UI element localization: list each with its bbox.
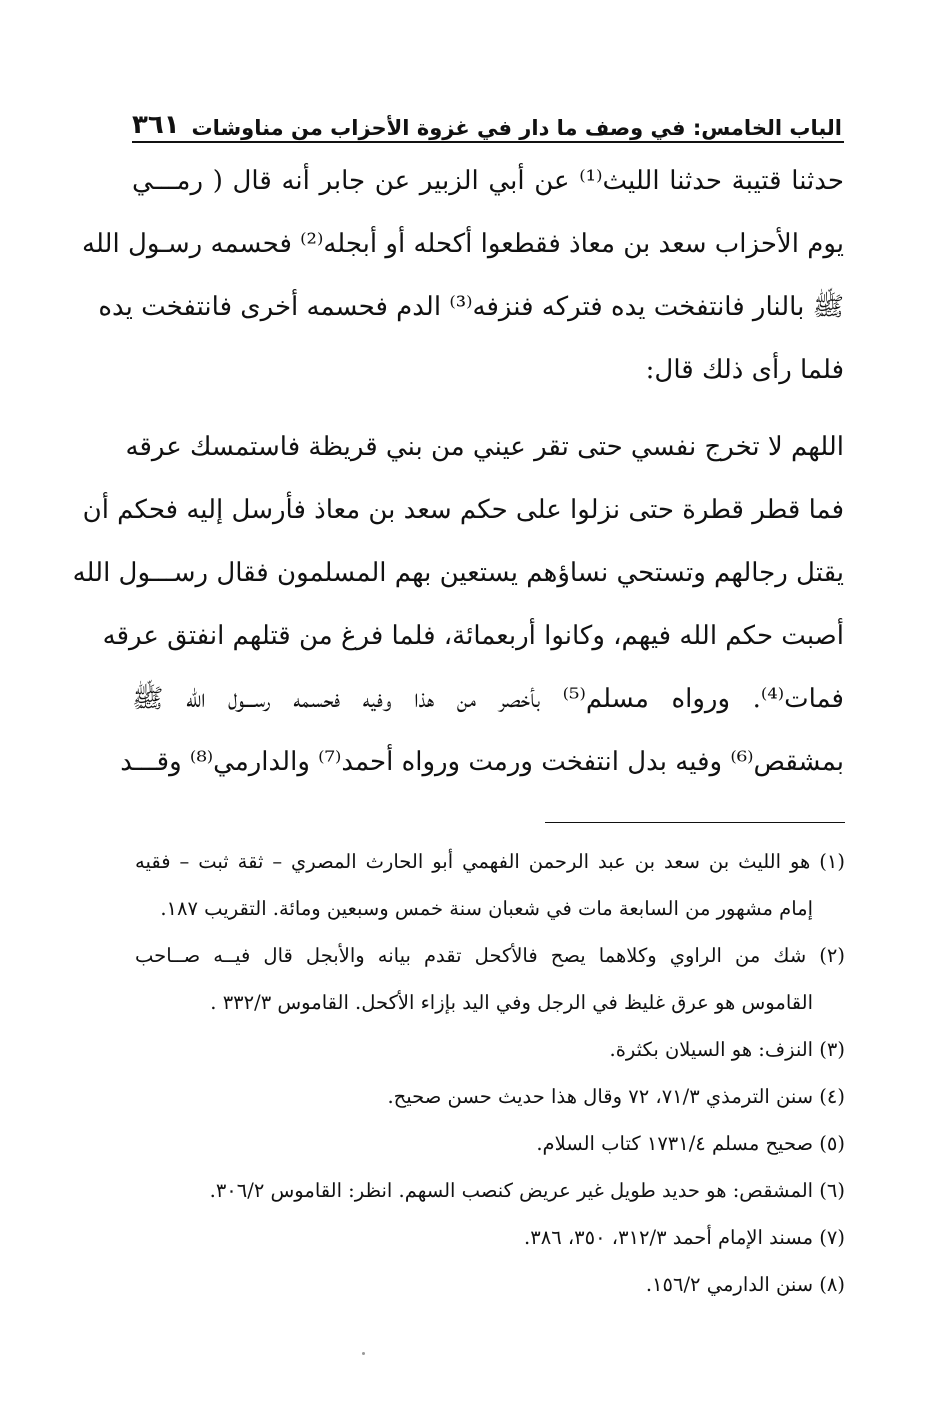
text-line: فلما رأى ذلك قال:	[645, 355, 844, 385]
footnote-line: إمام مشهور من السابعة مات في شعبان سنة خمس وسبعين ومائة. التقريب ١٨٧.	[160, 897, 813, 920]
text-line: فما قطر قطرة حتى نزلوا على حكم سعد بن معاذ فأرسل إليه فحكم أن	[82, 495, 844, 525]
footnotes	[135, 838, 845, 1308]
footnote-line: (٦) المشقص: هو حديد طويل غير عريض كنصب السهم. انظر: القاموس ٣٠٦/٢.	[209, 1179, 845, 1202]
text-line: أصبت حكم الله فيهم، وكانوا أربعمائة، فلما فرغ من قتلهم انفتق عرقه	[102, 621, 844, 651]
text-line: اللهم لا تخرج نفسي حتى تقر عيني من بني قريظة فاستمسك عرقه	[125, 432, 844, 462]
text-line: حدثنا قتيبة حدثنا الليث⁽¹⁾ عن أبي الزبير عن جابر أنه قال ( رمـــي	[132, 166, 844, 196]
footnote-line: (٨) سنن الدارمي ١٥٦/٢.	[645, 1273, 845, 1296]
chapter-title: الباب الخامس: في وصف ما دار في غزوة الأحزاب من مناوشات	[191, 116, 842, 140]
footnote-line: (٣) النزف: هو السيلان بكثرة.	[609, 1038, 845, 1061]
scan-speck	[362, 1352, 365, 1355]
text-line: يوم الأحزاب سعد بن معاذ فقطعوا أكحله أو أبجله⁽²⁾ فحسمه رسـول الله	[82, 229, 844, 259]
main-text	[72, 150, 844, 794]
text-line: ﷺ بالنار فانتفخت يده فتركه فنزفه⁽³⁾ الدم فحسمه أخرى فانتفخت يده	[98, 292, 844, 322]
footnote-line: (٥) صحيح مسلم ١٧٣١/٤ كتاب السلام.	[536, 1132, 845, 1155]
footnote-line: (٢) شك من الراوي وكلاهما يصح فالأكحل تقدم بيانه والأبجل قال فيــه صــاحب	[135, 944, 845, 967]
footnote-line: القاموس هو عرق غليظ في الرجل وفي اليد بإزاء الأكحل. القاموس ٣٣٢/٣ .	[210, 991, 813, 1014]
footnote-separator	[545, 822, 845, 823]
footnote-line: (٤) سنن الترمذي ٧١/٣، ٧٢ وقال هذا حديث حسن صحيح.	[387, 1085, 845, 1108]
text-line: يقتل رجالهم وتستحي نساؤهم يستعين بهم المسلمون فقال رســـول الله	[72, 558, 844, 588]
text-line: بمشقص⁽⁶⁾ وفيه بدل انتفخت ورمت ورواه أحمد⁽⁷⁾ والدارمي⁽⁸⁾ وقـــد	[120, 747, 844, 777]
page-number: ٣٦١	[132, 110, 180, 140]
footnote-line: (٧) مسند الإمام أحمد ٣١٢/٣، ٣٥٠، ٣٨٦.	[524, 1226, 845, 1249]
running-header	[132, 104, 842, 140]
footnote-line: (١) هو الليث بن سعد بن عبد الرحمن الفهمي أبو الحارث المصري – ثقة ثبت – فقيه	[135, 850, 845, 873]
text-line: فمات⁽⁴⁾. ورواه مسلم⁽⁵⁾ بأخصر من هذا وفيه فحسمه رســـول الله ﷺ	[132, 684, 844, 714]
header-rule	[132, 141, 844, 143]
